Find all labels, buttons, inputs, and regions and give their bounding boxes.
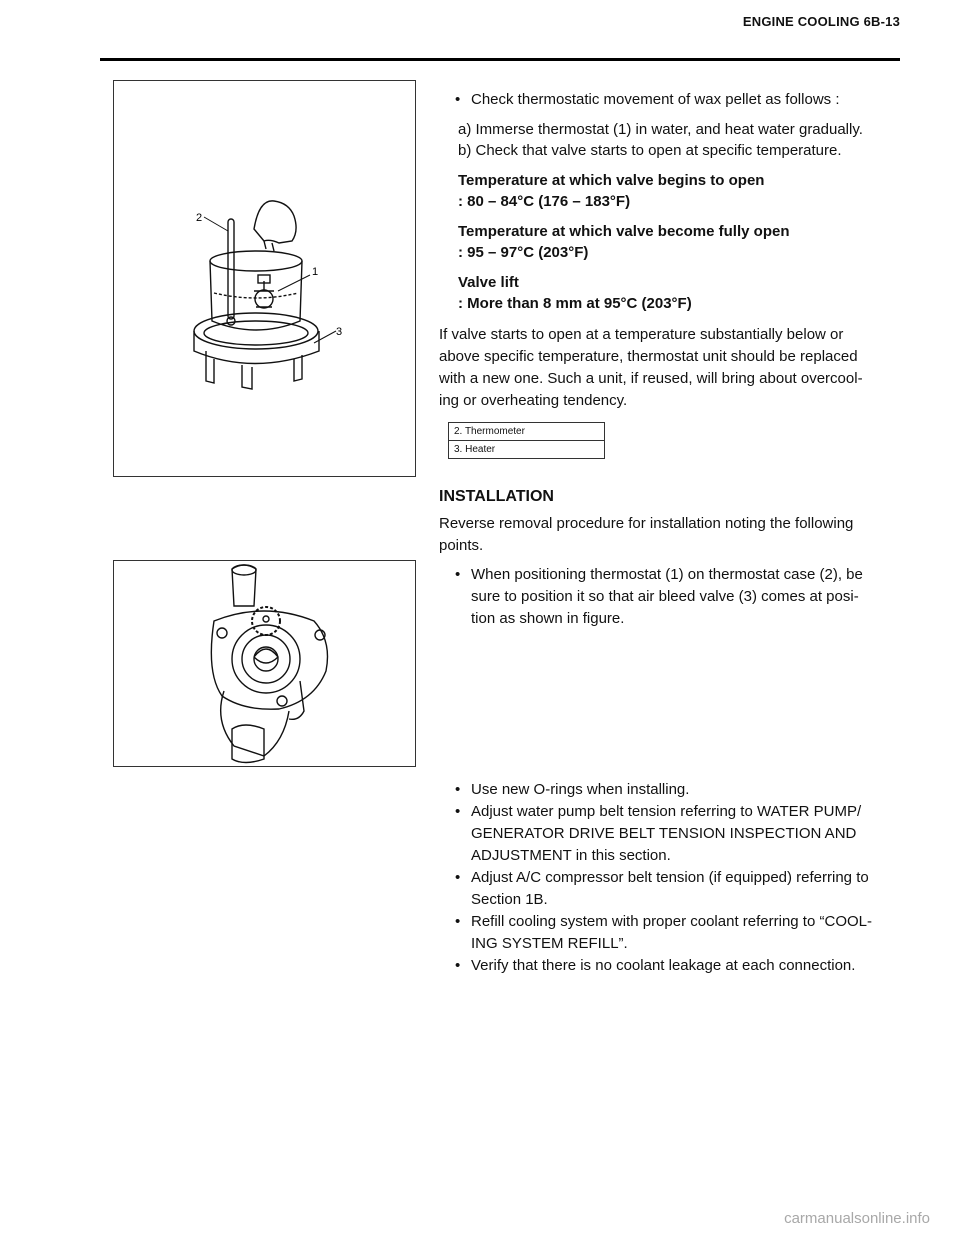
spec1-label: Temperature at which valve begins to open [458,172,765,189]
bullet-dot: • [455,91,461,108]
spec3-label: Valve lift [458,274,519,291]
spec2-label: Temperature at which valve become fully open [458,223,790,240]
step-a: a) Immerse thermostat (1) in water, and heat water gradually. [458,121,863,138]
bullet-dot: • [455,566,461,583]
bullet-dot: • [455,913,461,930]
figure-legend [448,422,605,459]
callout-3: 3 [336,326,343,338]
bullet-line: Adjust A/C compressor belt tension (if equipped) referring to [471,869,869,886]
installation-heading: INSTALLATION [439,488,554,505]
bullet-line: Verify that there is no coolant leakage at each connection. [471,957,856,974]
paragraph-line-3: with a new one. Such a unit, if reused, will bring about overcool- [439,370,863,387]
bullet-line: GENERATOR DRIVE BELT TENSION INSPECTION AND [471,825,857,842]
bullet-line: Adjust water pump belt tension referring to WATER PUMP/ [471,803,862,820]
bullet-line: Use new O-rings when installing. [471,781,690,798]
bullet-dot: • [455,869,461,886]
bullet-line: sure to position it so that air bleed valve (3) comes at posi- [471,588,859,605]
paragraph-line-2: above specific temperature, thermostat unit should be replaced [439,348,858,365]
thermostat-test-figure [113,80,416,477]
page-title: ENGINE COOLING 6B-13 [742,14,900,29]
callout-2: 2 [196,212,203,224]
legend-row [449,423,605,441]
bullet-line: Refill cooling system with proper coolant referring to “COOL- [471,913,872,930]
page-header [100,14,900,42]
bullet-line: When positioning thermostat (1) on thermostat case (2), be [471,566,863,583]
step-b: b) Check that valve starts to open at specific temperature. [458,142,842,159]
legend-cell: 3. Heater [449,441,605,459]
watermark: carmanualsonline.info [784,1210,930,1227]
paragraph-line-4: ing or overheating tendency. [439,392,628,409]
bullet-dot: • [455,781,461,798]
installation-intro-line-1: Reverse removal procedure for installation noting the following [439,515,854,532]
check-bullet-text: Check thermostatic movement of wax pellet as follows : [471,91,840,108]
paragraph-line-1: If valve starts to open at a temperature substantially below or [439,326,844,343]
bullet-dot: • [455,957,461,974]
thermostat-case-figure [113,560,416,767]
thermostat-case-illustration [114,561,415,766]
callout-1: 1 [312,266,319,278]
bullet-line: tion as shown in figure. [471,610,625,627]
legend-cell: 2. Thermometer [449,423,605,441]
legend-row [449,441,605,459]
spec3-value: : More than 8 mm at 95°C (203°F) [458,295,692,312]
thermostat-test-illustration [114,81,415,476]
header-rule [100,58,900,61]
bullet-line: Section 1B. [471,891,548,908]
spec1-value: : 80 – 84°C (176 – 183°F) [458,193,631,210]
bullet-line: ING SYSTEM REFILL”. [471,935,628,952]
bullet-dot: • [455,803,461,820]
spec2-value: : 95 – 97°C (203°F) [458,244,589,261]
installation-intro-line-2: points. [439,537,484,554]
bullet-line: ADJUSTMENT in this section. [471,847,671,864]
